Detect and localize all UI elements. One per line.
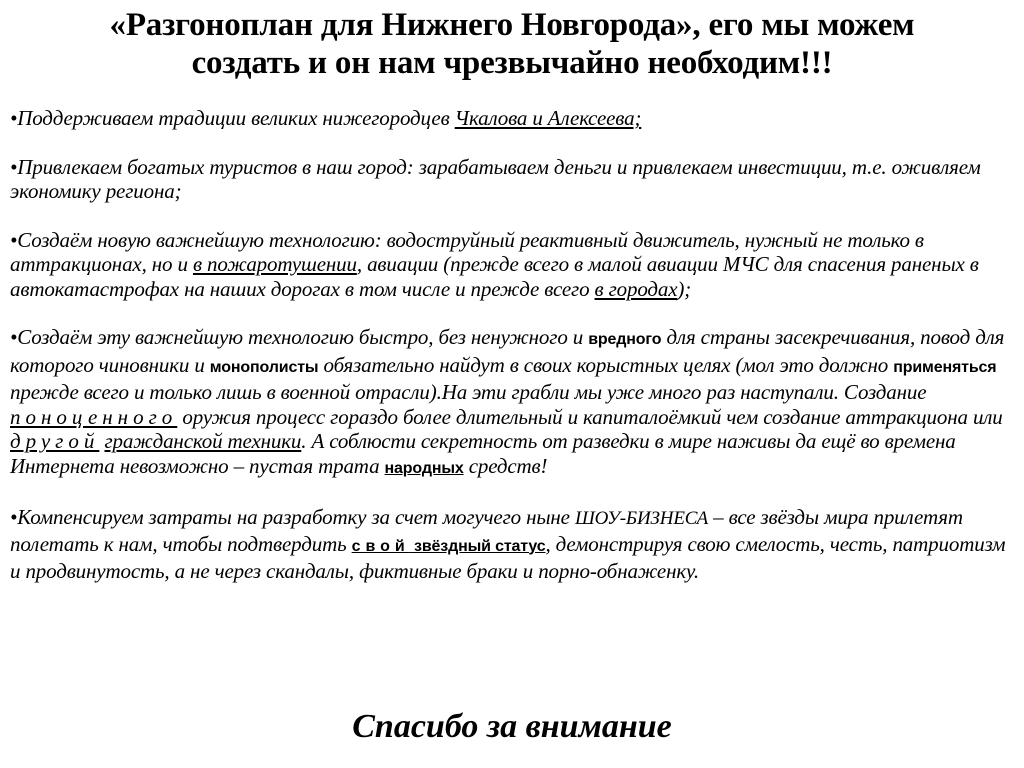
underlined-spaced-full-value: поноценного: [10, 404, 178, 429]
sans-word-peoples: народных: [384, 459, 464, 477]
bullet-showbiz: [10, 505, 1014, 584]
bullet-text: •Привлекаем богатых туристов в наш город: зарабатываем деньги и привлекаем инвестиции, т.е. оживляем экономику региона;: [10, 154, 981, 203]
bullet-text: •Создаём эту важнейшую технологию быстро, без ненужного и: [10, 325, 589, 349]
bullet-text: прежде всего и только лишь в военной отрасли).На эти грабли мы уже много раз наступали. Создание: [10, 380, 927, 404]
bullet-text: – все звёзды мира прилетят полетать к нам, чтобы подтвердить: [10, 505, 963, 556]
bullet-text: );: [677, 276, 692, 301]
underlined-star-status: звёздный статус: [409, 537, 546, 555]
bullet-text: средств!: [463, 453, 548, 478]
slide-title: [0, 6, 1024, 82]
bullet-traditions: [10, 106, 1014, 131]
bullet-text: оружия процесс гораздо более длительный и капиталоёмкий чем создание аттракциона или: [177, 404, 1003, 429]
underlined-names: Чкалова и Алексеева;: [454, 106, 642, 130]
bullet-text: обязательно найдут в своих корыстных целях (мол это должно: [318, 352, 894, 377]
title-line-1: «Разгоноплан для Нижнего Новгорода», его мы можем: [109, 7, 915, 43]
bullet-text: •Компенсируем затраты на разработку за счет могучего ныне: [10, 505, 575, 529]
sans-word-monopolists: монополисты: [209, 358, 319, 376]
underlined-spaced-other: другой: [10, 429, 100, 453]
sans-word-apply: применяться: [893, 358, 997, 376]
underlined-civil-tech: гражданской техники: [104, 429, 302, 453]
showbiz-caps: ШОУ-БИЗНЕСА: [574, 508, 709, 529]
bullet-tourists: [10, 155, 1014, 204]
bullet-secrecy: [10, 325, 1014, 481]
bullet-text: , демонстрируя свою смелость, честь, патриотизм и продвинутость, а не через скандалы, фиктивные браки и порно-обнаженку.: [10, 531, 1006, 583]
sans-word-harmful: вредного: [588, 331, 662, 348]
thanks-text: Спасибо за внимание: [352, 708, 672, 745]
underlined-firefighting: в пожаротушении: [192, 252, 357, 276]
underlined-spaced-own: свой: [351, 537, 410, 555]
underlined-cities: в городах: [594, 276, 678, 301]
bullet-text: •Создаём новую важнейшую технологию: водоструйный реактивный движитель, нужный не только в аттракционах, но и: [10, 227, 924, 276]
bullet-text: , авиации (прежде всего в малой авиации МЧС для спасения раненых в автокатастрофах на наших дорогах в том числе и прежде всего: [10, 252, 979, 301]
bullet-text: для страны засекречивания, повод для которого чиновники и: [10, 325, 1005, 377]
title-line-2: создать и он нам чрезвычайно необходим!!!: [191, 45, 833, 81]
bullet-text: . А соблюсти секретность от разведки в мире наживы да ещё во времена Интернета невозможно – пустая трата: [10, 429, 956, 478]
bullet-text: •Поддерживаем традиции великих нижегородцев: [10, 106, 455, 130]
bullet-technology: [10, 228, 1014, 302]
bullet-list: [10, 106, 1014, 608]
